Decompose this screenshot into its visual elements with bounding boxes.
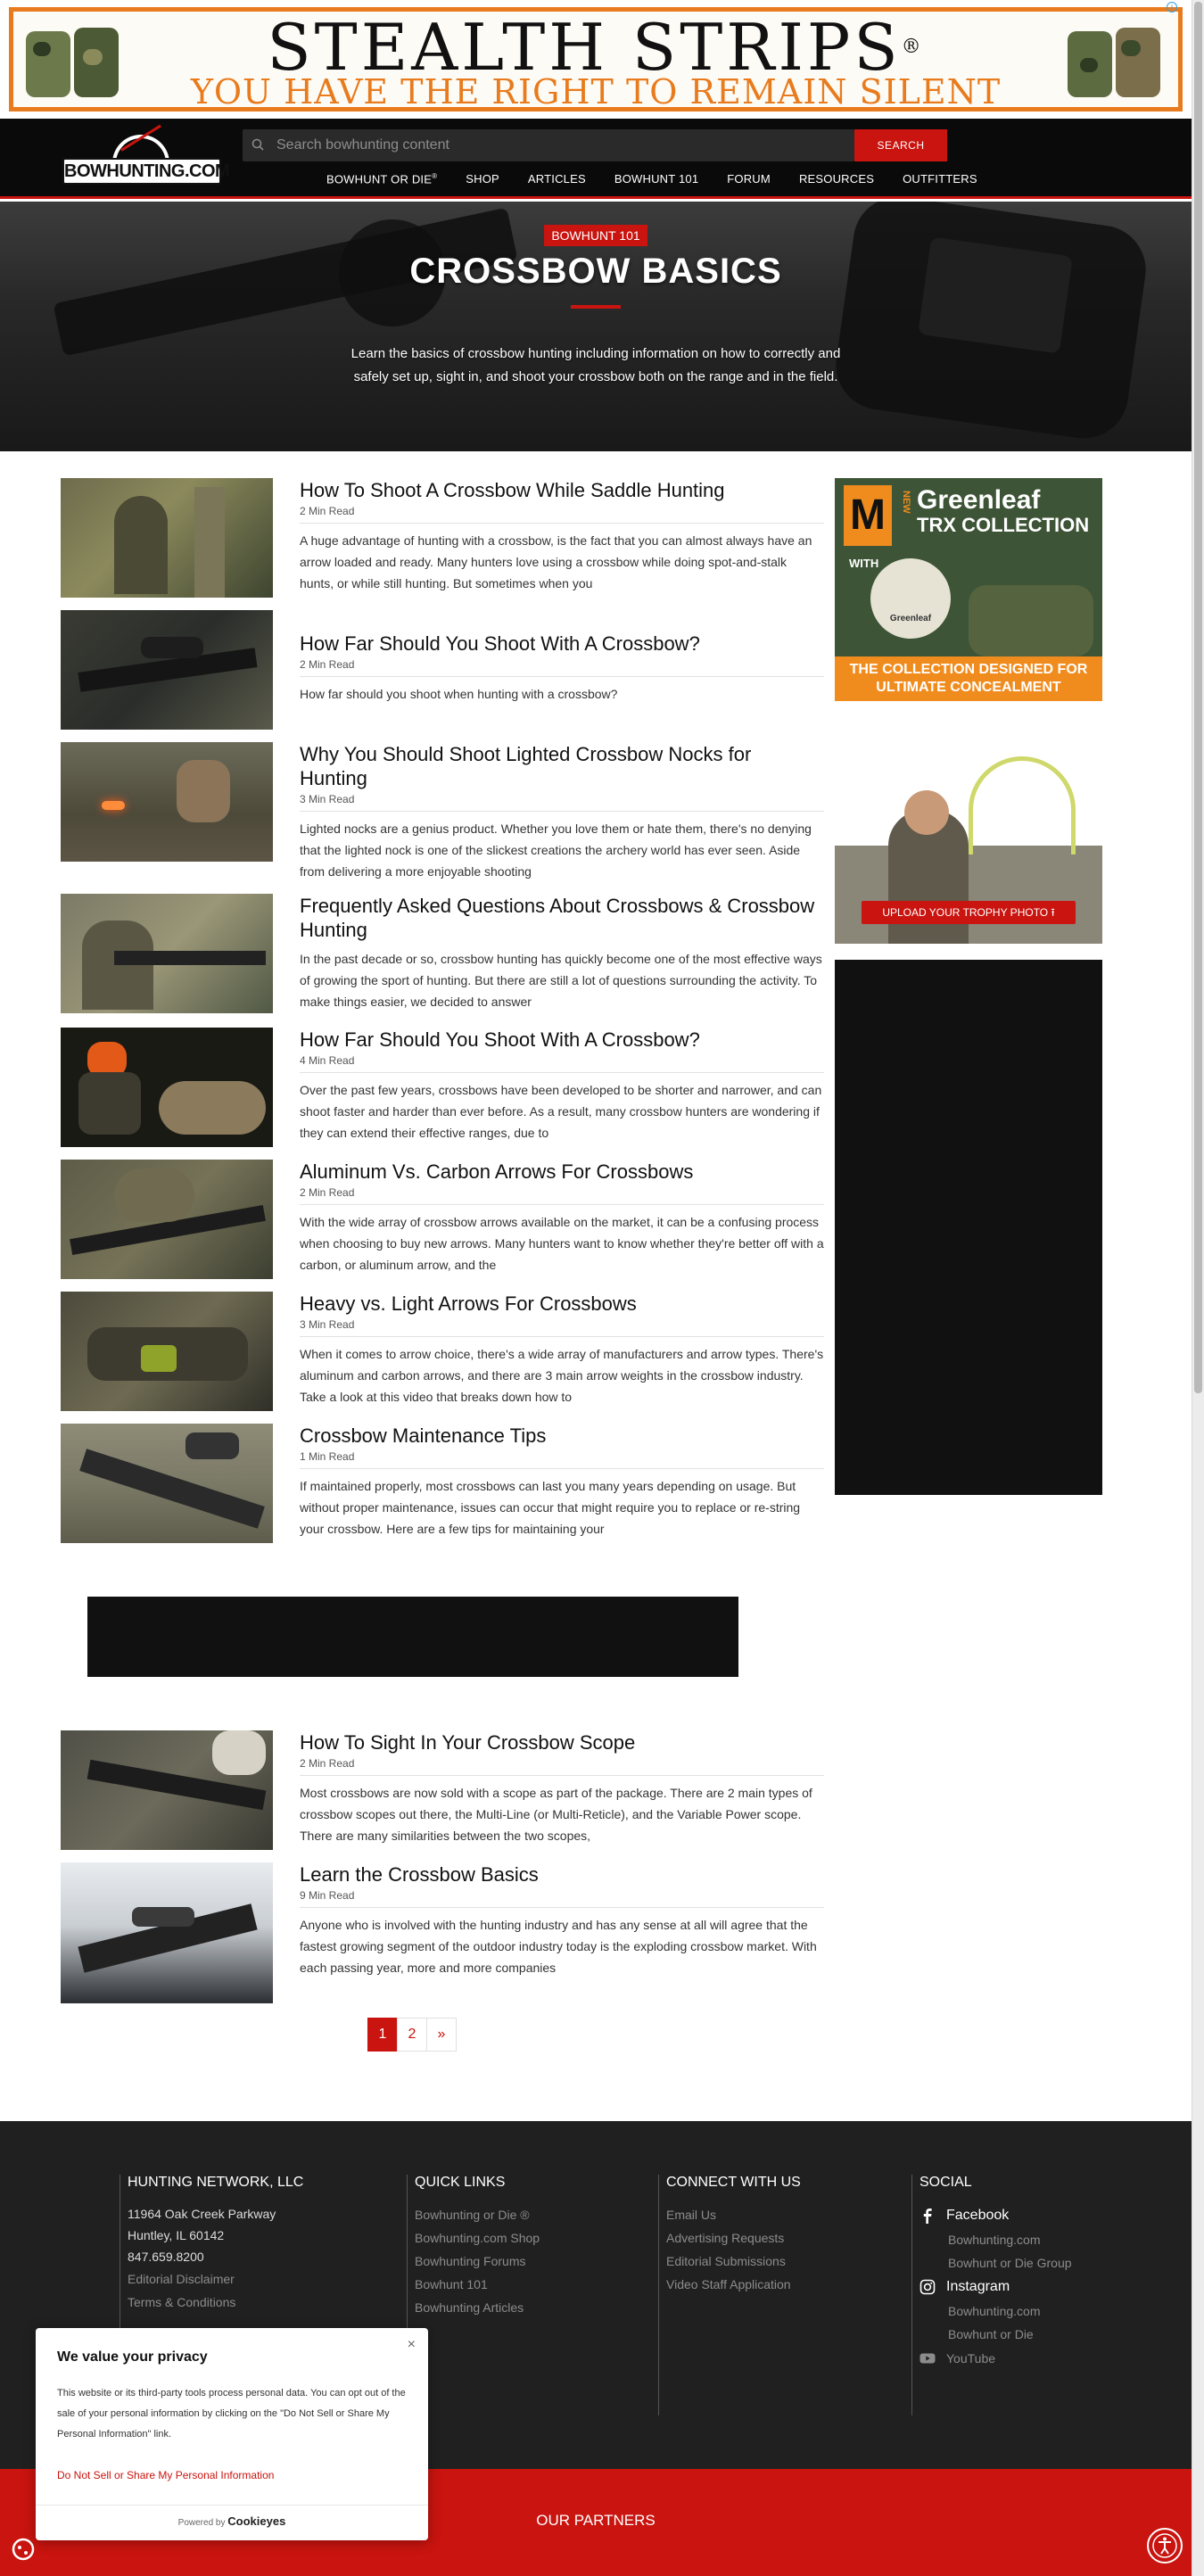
main-nav [326,172,1006,186]
article-excerpt: How far should you shoot when hunting with a crossbow? [300,687,618,701]
instagram-link[interactable]: Instagram [919,2275,1143,2299]
ad-title: Greenleaf [917,485,1041,515]
cookieyes-logo: Cookieyes [227,2514,286,2528]
read-time: 2 Min Read [300,1757,824,1776]
brand-logo: M [844,485,892,546]
youtube-link[interactable]: YouTube [919,2346,1143,2371]
title-divider [571,305,621,309]
article-body [300,1160,824,1276]
footer-address-2: Huntley, IL 60142 [128,2228,225,2242]
facebook-icon [919,2208,936,2224]
article-excerpt: When it comes to arrow choice, there's a wide array of manufacturers and arrow types. There's aluminum and carbon arrows, and there are 3 main arrow weights in the crossbow industry. Take a look at this video that breaks down how to [300,1347,824,1404]
cookie-title: We value your privacy [57,2349,208,2365]
accessibility-icon [1149,2530,1181,2562]
sidebar-ad-blank[interactable] [835,960,1102,1495]
read-time: 4 Min Read [300,1054,824,1073]
pagination [367,2018,456,2052]
article-title[interactable]: Why You Should Shoot Lighted Crossbow Nocks for Hunting [300,743,752,789]
article-thumbnail[interactable] [61,1862,273,2003]
footer-connect [658,2175,890,2415]
footer-connect-title: CONNECT WITH US [666,2175,801,2190]
article-excerpt: With the wide array of crossbow arrows available on the market, it can be a confusing process when choosing to buy new arrows. Many hunters want to know whether they're better off with a carbon, or aluminum arrow, and the [300,1215,824,1272]
partners-title: OUR PARTNERS [536,2512,656,2529]
footer-link[interactable]: Bowhunt or Die [948,2327,1034,2341]
footer-link[interactable]: Video Staff Application [666,2277,791,2291]
nav-articles[interactable]: ARTICLES [527,172,586,186]
search-button[interactable]: SEARCH [854,129,947,161]
upload-arrow-icon: ⭱ [1051,906,1055,919]
footer-link[interactable]: Editorial Submissions [666,2254,786,2268]
scrollbar-thumb[interactable] [1194,2,1202,1393]
page-scrollbar[interactable] [1192,0,1204,2576]
category-badge[interactable]: BOWHUNT 101 [544,225,647,246]
article-thumbnail[interactable] [61,1292,273,1411]
powered-by: Powered by Cookieyes [36,2505,428,2528]
article-body [300,610,824,747]
article-thumbnail[interactable] [61,1730,273,1850]
facebook-link[interactable]: Facebook [919,2203,1143,2228]
ad-tagline: THE COLLECTION DESIGNED FOR ULTIMATE CONCEALMENT [835,656,1102,701]
nav-outfitters[interactable]: OUTFITTERS [903,172,977,186]
page-title: CROSSBOW BASICS [409,252,782,291]
site-header [0,119,1192,199]
read-time: 3 Min Read [300,1318,824,1337]
instagram-icon [919,2279,936,2295]
article-title[interactable]: How Far Should You Shoot With A Crossbow? [300,632,700,655]
article-title[interactable]: Heavy vs. Light Arrows For Crossbows [300,1292,637,1315]
sidebar-ad-trophy[interactable] [835,747,1102,944]
do-not-sell-link[interactable]: Do Not Sell or Share My Personal Information [57,2469,275,2481]
page-1[interactable]: 1 [367,2018,398,2052]
footer-quick-links-title: QUICK LINKS [415,2175,506,2190]
article-title[interactable]: Frequently Asked Questions About Crossbows & Crossbow Hunting [300,895,815,941]
nav-resources[interactable]: RESOURCES [798,172,875,186]
footer-editorial-disclaimer[interactable]: Editorial Disclaimer [128,2272,235,2286]
article-body [300,894,824,1012]
camo-pattern-icon [969,585,1093,656]
nav-shop[interactable]: SHOP [466,172,499,186]
banner-tagline: YOU HAVE THE RIGHT TO REMAIN SILENT [190,72,1002,111]
article-excerpt: If maintained properly, most crossbows can last you many years depending on usage. But without proper maintenance, issues can occur that might require you to replace or re-string your crossbow. Here are a few tips for maintaining your [300,1479,801,1536]
article-thumbnail[interactable] [61,478,273,598]
read-time: 2 Min Read [300,505,824,524]
article-body [300,1730,824,1846]
top-banner-ad[interactable] [0,0,1192,119]
read-time: 2 Min Read [300,1186,824,1205]
article-title[interactable]: Aluminum Vs. Carbon Arrows For Crossbows [300,1160,694,1183]
nav-forum[interactable]: FORUM [727,172,771,186]
article-body [300,1424,824,1540]
footer-link[interactable]: Bowhunting or Die ® [415,2208,530,2222]
mid-banner-ad[interactable] [87,1597,738,1677]
list-item[interactable] [61,1862,817,2003]
article-excerpt: A huge advantage of hunting with a crossbow, is the fact that you can almost always have an arrow loaded and ready. Many hunters love using a crossbow while doing spot-and-stalk hunts, or while still hunting. But sometimes when you [300,533,812,590]
hero-description: Learn the basics of crossbow hunting including information on how to correctly and safely set up, sight in, and shoot your crossbow both on the range and in the field. [350,346,841,384]
banner-frame [9,7,1183,111]
footer-link[interactable]: Bowhunting.com Shop [415,2231,540,2245]
footer-link[interactable]: Bowhunt 101 [415,2277,488,2291]
article-thumbnail[interactable] [61,742,273,862]
nav-bowhunt-or-die[interactable]: BOWHUNT OR DIE® [326,172,438,186]
article-excerpt: Most crossbows are now sold with a scope as part of the package. There are 2 main types of crossbow scopes out there, the Multi-Line (or Multi-Reticle), and the Variable Power scope. There are many similarities between the two scopes, [300,1786,812,1843]
footer-quick-links [407,2175,639,2415]
article-body [300,478,824,594]
article-body [300,1862,824,1978]
antler-icon [969,756,1076,855]
article-thumbnail[interactable] [61,1028,273,1147]
article-title[interactable]: How To Shoot A Crossbow While Saddle Hunting [300,479,725,501]
article-thumbnail[interactable] [61,610,273,730]
logo-text: BOWHUNTING.COM [62,158,221,185]
search-bar [243,129,854,161]
footer-link[interactable]: Advertising Requests [666,2231,785,2245]
nav-bowhunt-101[interactable]: BOWHUNT 101 [614,172,699,186]
article-body [300,1028,824,1144]
read-time: 3 Min Read [300,793,824,812]
footer-link[interactable]: Bowhunting Articles [415,2300,524,2315]
article-excerpt: Anyone who is involved with the hunting industry and has any sense at all will agree that the fastest growing segment of the outdoor industry today is the exploding crossbow market. With each passing year, more and more companies [300,1918,817,1975]
footer-social-title: SOCIAL [919,2175,972,2190]
footer-link[interactable]: Bowhunt or Die Group [948,2256,1072,2270]
footer-address-1: 11964 Oak Creek Parkway [128,2207,276,2221]
article-title[interactable]: How To Sight In Your Crossbow Scope [300,1731,636,1754]
footer-link[interactable]: Bowhunting.com [948,2304,1041,2318]
page-2[interactable]: 2 [397,2018,427,2052]
hunter-head [904,790,949,835]
article-thumbnail[interactable] [61,1424,273,1543]
ad-choices-icon[interactable]: i [1167,2,1177,12]
footer-terms[interactable]: Terms & Conditions [128,2295,236,2309]
footer-link[interactable]: Bowhunting.com [948,2233,1041,2247]
read-time: 1 Min Read [300,1450,824,1469]
article-excerpt: Over the past few years, crossbows have been developed to be shorter and narrower, and can shoot faster and harder than ever before. As a result, many crossbow hunters are wondering if they can extend their effective ranges, due to [300,1083,822,1140]
cookie-text: This website or its third-party tools process personal data. You can opt out of the sale of your personal information by clicking on the "Do Not Sell or Share My Personal Information" link. [57,2388,406,2440]
article-title[interactable]: Crossbow Maintenance Tips [300,1424,547,1447]
footer-link[interactable]: Bowhunting Forums [415,2254,526,2268]
article-thumbnail[interactable] [61,894,273,1013]
search-input[interactable] [276,129,812,161]
hero-section [0,202,1192,451]
footer-phone[interactable]: 847.659.8200 [128,2250,204,2264]
article-body [300,742,824,882]
article-body [300,1292,824,1408]
article-excerpt: In the past decade or so, crossbow hunting has quickly become one of the most effective ways of growing the sport of hunting. But there are still a lot of questions surrounding the activity. To make things easier, we decided to answer [300,952,822,1009]
with-label: WITH [849,557,879,570]
search-icon [252,138,264,151]
footer-link[interactable]: Email Us [666,2208,717,2222]
sidebar-ad-greenleaf[interactable] [835,478,1102,701]
ad-subtitle: TRX COLLECTION [917,514,1090,536]
read-time: 2 Min Read [300,658,824,677]
upload-trophy-button[interactable]: UPLOAD YOUR TROPHY PHOTO ⭱ [862,901,1076,924]
new-label: NEW [901,491,911,514]
youtube-icon [919,2350,936,2366]
read-time: 9 Min Read [300,1889,824,1908]
next-page[interactable]: » [426,2018,457,2052]
article-excerpt: Lighted nocks are a genius product. Whether you love them or hate them, there's no denying that the lighted nock is one of the slickest creations the archery world has ever seen. Aside from delivering a more enjoyable shooting [300,822,812,879]
close-icon[interactable]: × [407,2337,416,2352]
footer-company-title: HUNTING NETWORK, LLC [128,2175,304,2190]
article-title[interactable]: How Far Should You Shoot With A Crossbow? [300,1028,700,1051]
accessibility-button[interactable] [1147,2528,1183,2564]
article-thumbnail[interactable] [61,1160,273,1279]
footer-social [911,2175,1143,2415]
site-logo[interactable] [62,135,230,185]
article-title[interactable]: Learn the Crossbow Basics [300,1863,539,1886]
mossy-oak-logo-icon: Greenleaf [870,558,951,639]
cookie-consent-dialog [36,2328,428,2540]
banner-headline: STEALTH STRIPS® [267,10,925,85]
